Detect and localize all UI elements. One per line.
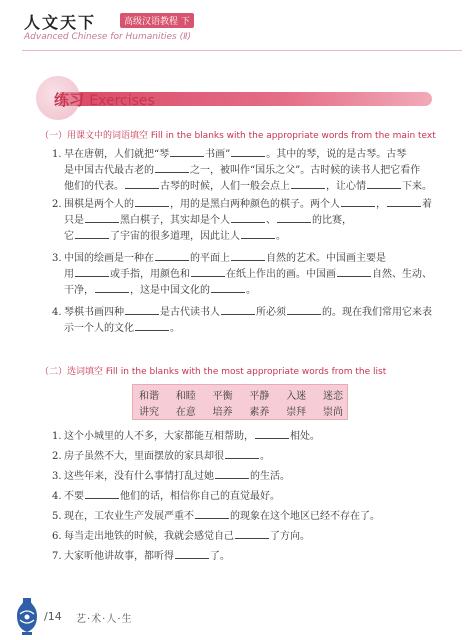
text-segment: 或手指，用颜色和 [110,269,190,280]
text-segment: 了方向。 [270,531,310,542]
item-number: 3. [52,471,62,482]
item-number: 1. [52,431,62,442]
item-number: 2. [52,451,62,462]
word-option: 和睦 [175,391,196,402]
answer-blank[interactable] [277,212,311,223]
text-segment: 的现象在这个地区已经不存在了。 [230,511,380,522]
section1-heading-en: Fill in the blanks with the appropriate words from the main text [150,131,436,141]
text-segment: 是古代读书人 [160,307,220,318]
text-segment: 这些年来，没有什么事情打乱过她 [64,471,214,482]
text-segment: 示一个人的文化 [64,323,134,334]
answer-blank[interactable] [155,162,189,173]
item-number: 2. [52,199,62,210]
answer-blank[interactable] [221,304,255,315]
exercise-1-item-4 [52,304,444,336]
answer-blank[interactable] [191,266,225,277]
item-number: 6. [52,531,62,542]
exercise-1-item-1 [52,146,444,194]
page-number-value: 14 [47,610,62,623]
text-segment: 了。 [210,551,230,562]
text-segment: 他们的话，相信你自己的直觉最好。 [120,491,280,502]
answer-blank[interactable] [235,528,269,539]
answer-blank[interactable] [255,428,289,439]
text-segment: 的比赛， [312,215,352,226]
book-tag: 高级汉语教程 下 [120,13,194,28]
answer-blank[interactable] [291,178,325,189]
exercise-1-item-2 [52,196,444,244]
answer-blank[interactable] [287,304,321,315]
book-subtitle: Advanced Chinese for Humanities (Ⅱ) [24,32,192,42]
answer-blank[interactable] [367,178,401,189]
answer-blank[interactable] [75,228,109,239]
section2-heading-en: Fill in the blanks with the most appropriate words from the list [105,367,387,377]
text-segment: ，让心情 [326,181,366,192]
exercise-2-item-5 [52,508,444,524]
answer-blank[interactable] [155,250,189,261]
text-segment: 是中国古代最古老的 [64,165,154,176]
item-number: 1. [52,149,62,160]
answer-blank[interactable] [170,146,204,157]
text-segment: 它 [64,231,74,242]
page-header [22,10,462,54]
section2-heading [40,364,386,377]
text-segment: 下来。 [402,181,432,192]
section2-heading-cn: （二）选词填空 [40,367,104,377]
text-segment: 中国的绘画是一种在 [64,253,154,264]
word-option: 崇拜 [286,407,307,418]
word-list-row-1 [139,387,343,402]
text-segment: 了宇宙的很多道理，因此让人 [110,231,240,242]
text-segment: 琴棋书画四种 [64,307,124,318]
answer-blank[interactable] [95,282,129,293]
exercises-banner [26,88,432,110]
word-option: 和谐 [139,391,159,402]
section1-heading [40,128,436,141]
header-divider [22,50,462,51]
answer-blank[interactable] [231,146,265,157]
answer-blank[interactable] [135,320,169,331]
text-segment: 现在，工农业生产发展严重不 [64,511,194,522]
text-segment: 。其中的琴，说的是古琴。古琴 [266,149,407,160]
item-number: 5. [52,511,62,522]
word-option: 在意 [175,407,196,418]
text-segment: 书画” [205,149,231,160]
item-number: 4. [52,491,62,502]
text-segment: 不要 [64,491,84,502]
exercise-2-item-7 [52,548,444,564]
text-segment: 之一，被叫作“国乐之父”。古时候的读书人把它看作 [190,165,421,176]
exercise-2-item-2 [52,448,444,464]
exercise-2-item-1 [52,428,444,444]
answer-blank[interactable] [231,250,265,261]
answer-blank[interactable] [341,196,375,207]
word-option: 崇尚 [322,407,343,418]
answer-blank[interactable] [125,304,159,315]
text-segment: 这个小城里的人不多，大家都能互相帮助， [64,431,254,442]
word-option: 讲究 [139,407,159,418]
text-segment: 每当走出地铁的时候，我就会感觉自己 [64,531,234,542]
text-segment: 的。现在我们常用它来表 [322,307,432,318]
word-list-row-2 [139,403,343,418]
text-segment: ，用的是黑白两种颜色的棋子。两个人 [170,199,340,210]
text-segment: 自然、生动、 [372,269,432,280]
text-segment: 围棋是两个人的 [64,199,134,210]
word-option: 平静 [249,391,270,402]
answer-blank[interactable] [75,266,109,277]
text-segment: 着 [422,199,432,210]
word-list-box [132,384,348,420]
text-segment: 、 [266,215,276,226]
text-segment: 。 [260,451,270,462]
section1-heading-cn: （一）用课文中的词语填空 [40,131,149,141]
answer-blank[interactable] [215,468,249,479]
item-number: 7. [52,551,62,562]
text-segment: 只是 [64,215,84,226]
item-number: 3. [52,253,62,264]
answer-blank[interactable] [85,488,119,499]
answer-blank[interactable] [175,548,209,559]
page-number: /14 [44,610,62,623]
answer-blank[interactable] [387,196,421,207]
book-title: 人文天下 [24,13,97,32]
answer-blank[interactable] [125,178,159,189]
text-segment: 用 [64,269,74,280]
vase-icon [14,596,40,636]
answer-blank[interactable] [211,282,245,293]
text-segment: 自然的艺术。中国画主要是 [266,253,386,264]
text-segment: 古琴的时候，人们一般会点上 [160,181,290,192]
text-segment: 。 [276,231,286,242]
banner-title-en: Exercises [89,93,155,109]
word-option: 素养 [249,407,270,418]
text-segment: 相处。 [290,431,320,442]
answer-blank[interactable] [337,266,371,277]
text-segment: ， [376,199,386,210]
page-footer [14,596,454,636]
exercise-2-item-3 [52,468,444,484]
word-option: 平衡 [212,391,233,402]
text-segment: 他们的代表。 [64,181,124,192]
text-segment: ，这是中国文化的 [130,285,210,296]
answer-blank[interactable] [195,508,229,519]
answer-blank[interactable] [241,228,275,239]
text-segment: 早在唐朝，人们就把“琴 [64,149,170,160]
text-segment: 黑白棋子，其实却是个人 [120,215,230,226]
text-segment: 。 [246,285,256,296]
banner-title-cn: 练习 [54,91,85,109]
text-segment: 的生活。 [250,471,290,482]
item-number: 4. [52,307,62,318]
text-segment: 在纸上作出的画。中国画 [226,269,336,280]
text-segment: 大家听他讲故事，都听得 [64,551,174,562]
text-segment: 的平面上 [190,253,230,264]
text-segment: 房子虽然不大，里面摆放的家具却很 [64,451,224,462]
text-segment: 。 [170,323,180,334]
word-option: 培养 [212,407,233,418]
exercise-1-item-3 [52,250,444,298]
word-option: 入迷 [286,391,307,402]
answer-blank[interactable] [231,212,265,223]
footer-chapter-title: 艺·术·人·生 [76,614,133,625]
answer-blank[interactable] [85,212,119,223]
banner-title [54,89,155,110]
answer-blank[interactable] [225,448,259,459]
text-segment: 所必须 [256,307,286,318]
answer-blank[interactable] [135,196,169,207]
exercise-2-item-4 [52,488,444,504]
exercise-2-item-6 [52,528,444,544]
text-segment: 干净， [64,285,94,296]
word-option: 迷恋 [322,391,343,402]
